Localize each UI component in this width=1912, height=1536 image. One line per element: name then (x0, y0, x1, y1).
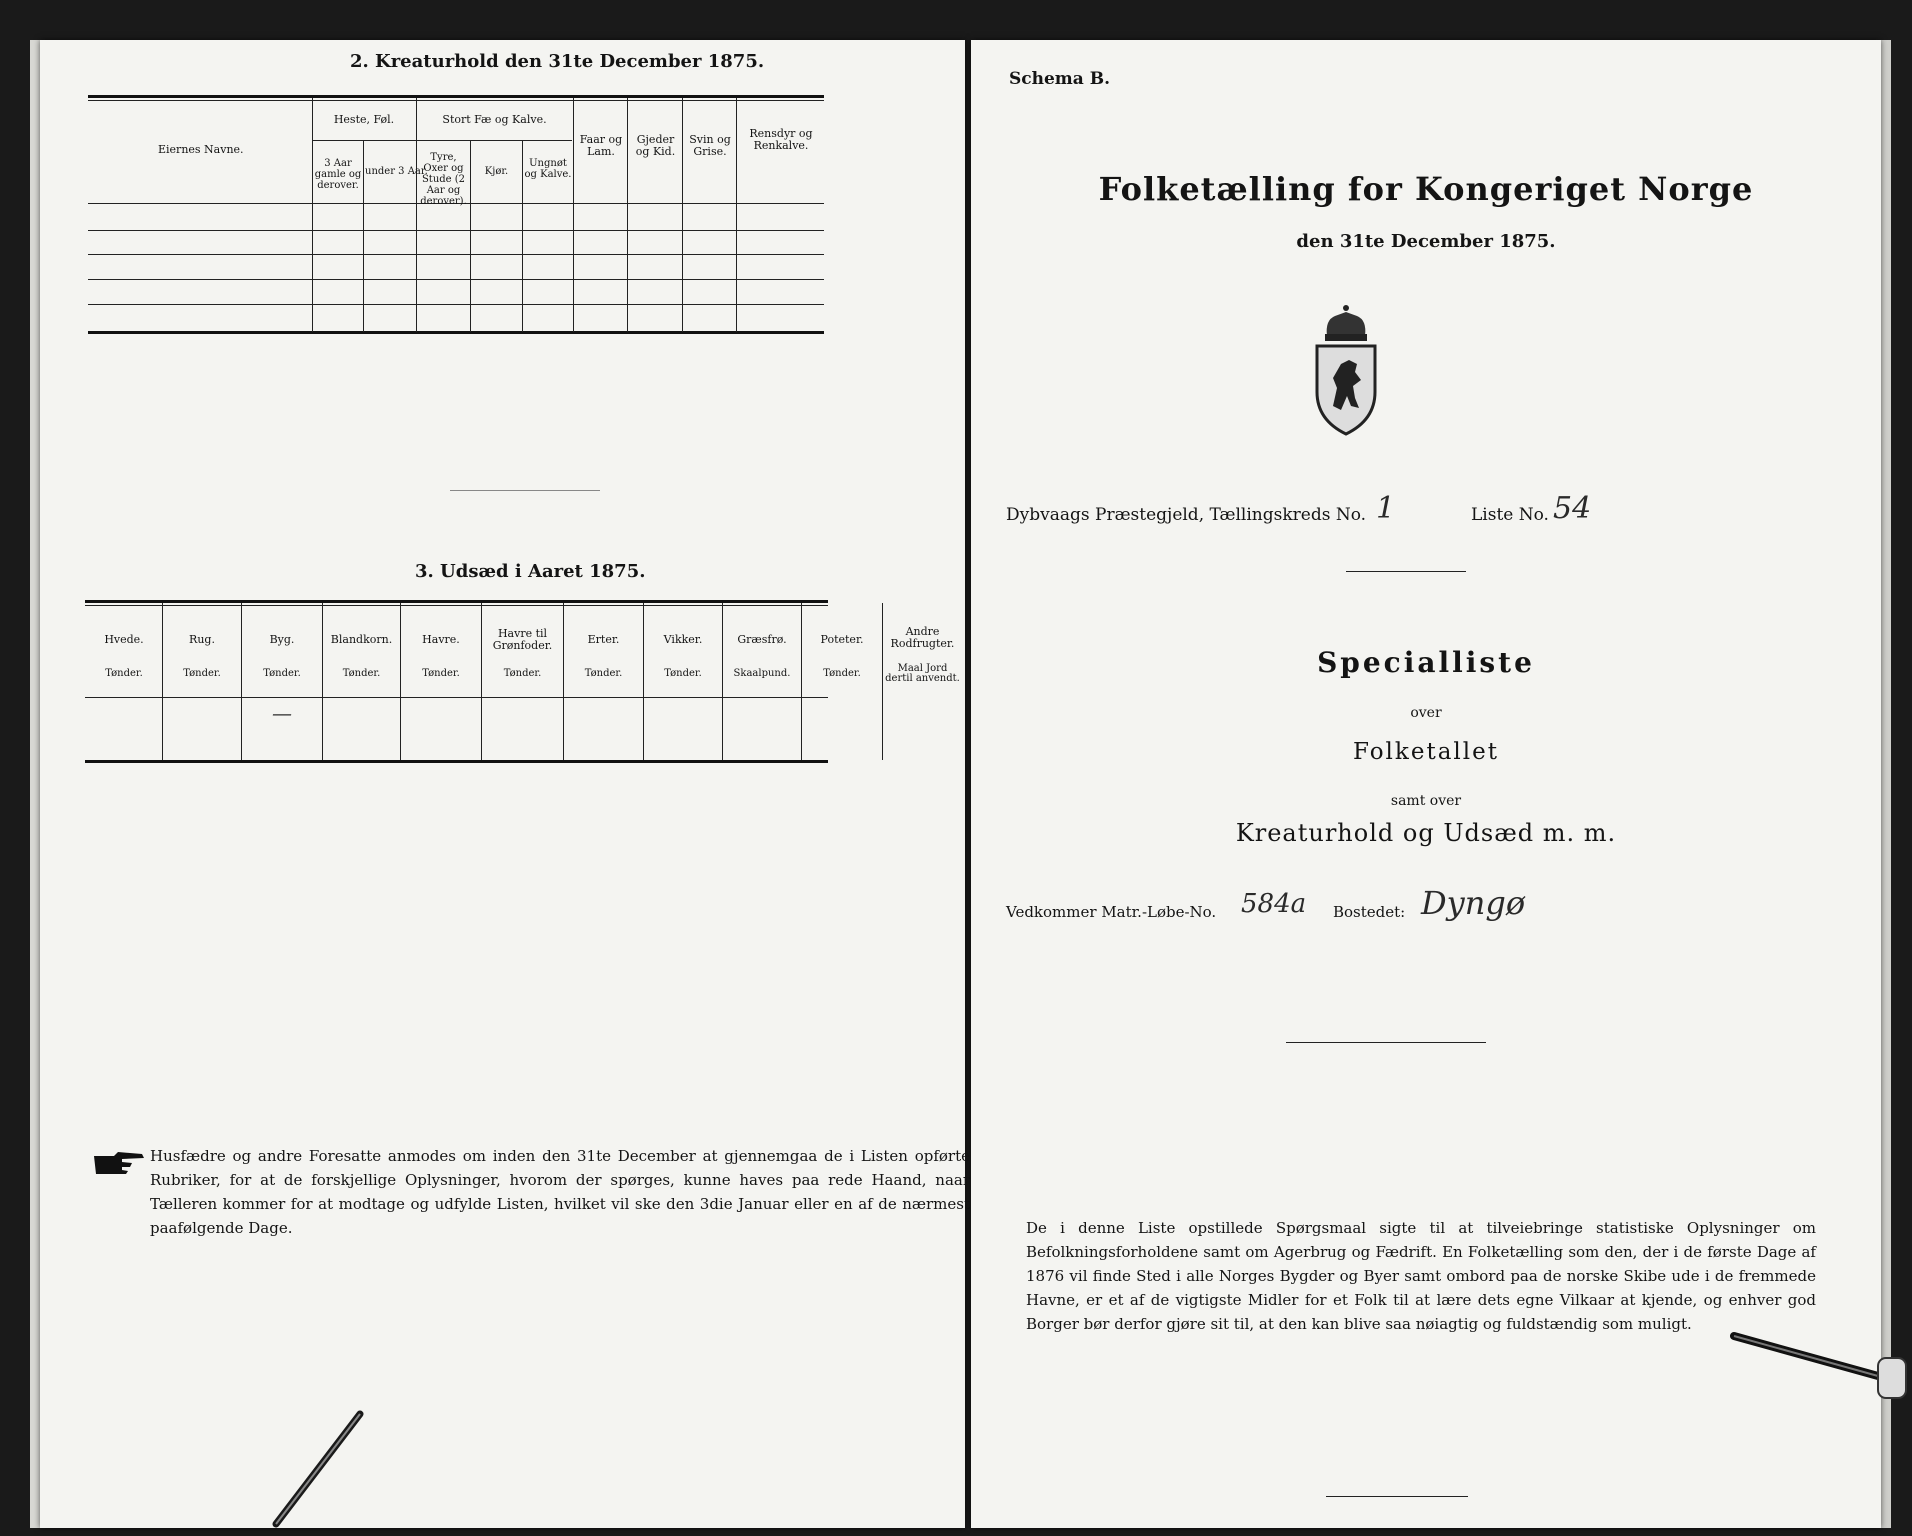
crop-rug: Rug. (189, 633, 215, 646)
pen-icon-right (1728, 1328, 1908, 1400)
kreds-value: 1 (1376, 491, 1396, 526)
divider-3 (1326, 1496, 1468, 1497)
heading-specialliste: Specialliste (1317, 646, 1535, 679)
unit-byg: Tønder. (263, 668, 301, 679)
notice-paragraph: Husfædre og andre Foresatte anmodes om inden den 31te December at gjennemgaa de i Listen opførte Rubriker, for at de forskjellige Oplysninger, hvorom der spørges, kunne haves paa rede Haand, naar Tælleren kommer for at modtage og udfylde Listen, hvilket vil ske den 3die Januar eller en af de nærmest paafølgende Dage. (150, 1147, 970, 1237)
col-group-stort-fae: Stort Fæ og Kalve. (442, 113, 547, 126)
liste-label: Liste No. (1471, 505, 1549, 525)
crop-blandkorn: Blandkorn. (330, 633, 393, 646)
col-rensdyr: Rensdyr og Renkalve. (749, 127, 813, 153)
title-date: den 31te December 1875. (1296, 231, 1556, 252)
unit-hvede: Tønder. (105, 668, 143, 679)
byg-entry: — (272, 701, 292, 725)
unit-vikker: Tønder. (664, 668, 702, 679)
col-gjeder-kid: Gjeder og Kid. (635, 133, 676, 159)
col-kjor: Kjør. (484, 166, 509, 177)
unit-graesfro: Skaalpund. (733, 668, 791, 679)
unit-poteter: Tønder. (823, 668, 861, 679)
footer-paragraph: De i denne Liste opstillede Spørgsmaal sigte til at tilveiebringe statistiske Oplysninger om Befolkningsforholdene samt om Agerbrug og Fædrift. En Folketælling som den, der i de første Dage af 1876 vil finde Sted i alle Norges Bygder og Byer samt ombord paa de norske Skibe ude i de fremmede Havne, er et af de vigtigste Midler for et Folk til at lære dets egne Vilkaar at kjende, og enhver god Borger bør derfor gjøre sit til, at den kan blive saa nøiagtig og fuldstændig som muligt. (1026, 1219, 1816, 1333)
norway-coat-of-arms-icon (1311, 302, 1381, 438)
unit-rug: Tønder. (183, 668, 221, 679)
col-svin-grise: Svin og Grise. (689, 133, 731, 159)
col-heste-under-3aar: under 3 Aar. (365, 166, 428, 177)
crop-erter: Erter. (587, 633, 620, 646)
matr-value: 584a (1241, 889, 1307, 919)
text-folketallet: Folketallet (1353, 739, 1499, 765)
unit-andre-rodfrugter: Maal Jord dertil anvendt. (885, 663, 960, 684)
prestegjeld-label: Dybvaags Præstegjeld, Tællingskreds No. (1006, 505, 1367, 525)
crop-andre-rodfrugter: Andre Rodfrugter. (890, 625, 955, 651)
title-line1: Folketælling for Kongeriget Norge (1098, 170, 1754, 208)
right-page (971, 40, 1881, 1528)
text-kreaturhold-udsaed: Kreaturhold og Udsæd m. m. (1235, 819, 1617, 847)
col-tyre-oxer: Tyre, Oxer og Stude (2 Aar og derover). (420, 152, 467, 207)
bostedet-label: Bostedet: (1333, 903, 1406, 921)
text-over: over (1410, 705, 1442, 721)
bostedet-value: Dyngø (1421, 884, 1526, 922)
crop-hvede: Hvede. (104, 633, 144, 646)
section3-title: 3. Udsæd i Aaret 1875. (415, 561, 646, 582)
unit-blandkorn: Tønder. (342, 668, 381, 679)
crop-vikker: Vikker. (663, 633, 703, 646)
left-page (40, 40, 970, 1528)
col-ungnot-kalve: Ungnøt og Kalve. (524, 158, 572, 180)
crop-poteter: Poteter. (820, 633, 864, 646)
divider-2 (1286, 1042, 1486, 1043)
col-heste-3aar: 3 Aar gamle og derover. (314, 158, 362, 191)
pointing-hand-icon (92, 1148, 146, 1176)
crop-byg: Byg. (269, 633, 295, 646)
col-group-heste: Heste, Føl. (333, 113, 395, 126)
col-eiernes-navne: Eiernes Navne. (158, 143, 244, 156)
crop-graesfro: Græsfrø. (737, 633, 787, 646)
section2-title: 2. Kreaturhold den 31te December 1875. (350, 51, 765, 72)
text-samt-over: samt over (1390, 793, 1462, 809)
matr-label: Vedkommer Matr.-Løbe-No. (1006, 903, 1217, 921)
col-faar-lam: Faar og Lam. (579, 133, 623, 159)
crop-havre: Havre. (422, 633, 460, 646)
crop-havre-gronfoder: Havre til Grønfoder. (492, 627, 553, 653)
unit-havre: Tønder. (422, 668, 460, 679)
divider-1 (1346, 571, 1466, 572)
schema-label: Schema B. (1009, 69, 1111, 89)
pen-icon (268, 1410, 368, 1530)
liste-value: 54 (1553, 491, 1592, 526)
divider (450, 490, 600, 491)
unit-havre-gronfoder: Tønder. (503, 668, 542, 679)
unit-erter: Tønder. (584, 668, 623, 679)
